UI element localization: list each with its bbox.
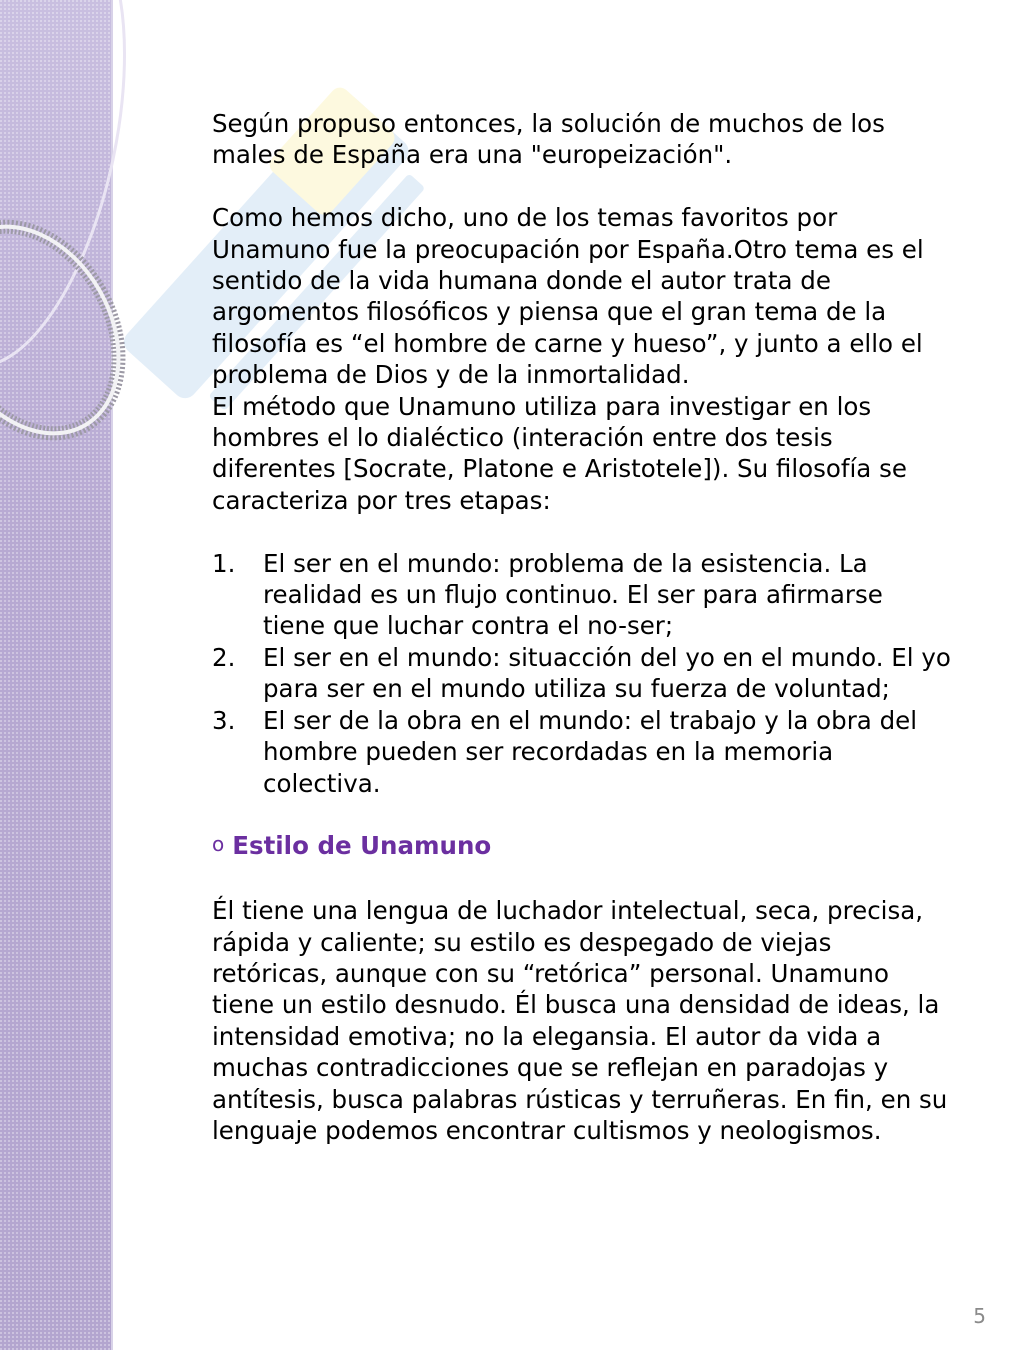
paragraph-spacer [212,516,952,547]
paragraph-spacer [212,864,952,895]
list-item-number: 1. [212,548,236,578]
list-item-text: El ser de la obra en el mundo: el trabajo y la obra del hombre pueden ser recordadas en la memoria colectiva. [263,705,918,798]
intro-paragraph: Según propuso entonces, la solución de muchos de los males de España era una "europeización". [212,109,885,170]
paragraph-spacer [212,171,952,202]
page-number: 5 [973,1304,986,1328]
list-item-text: El ser en el mundo: problema de la esistencia. La realidad es un flujo continuo. El ser para afirmarse tiene que luchar contra el no-ser; [263,548,883,641]
list-item [212,705,952,799]
list-item-text: El ser en el mundo: situacción del yo en el mundo. El yo para ser en el mundo utiliza su fuerza de voluntad; [263,642,951,704]
list-item-number: 2. [212,642,236,672]
stages-list [212,548,952,799]
section-heading-title: Estilo de Unamuno [232,831,492,861]
list-item [212,642,952,705]
decorative-sidebar [0,0,113,1350]
circle-bullet-icon: o [212,832,225,857]
themes-paragraph: Como hemos dicho, uno de los temas favoritos por Unamuno fue la preocupación por España.Otro tema es el sentido de la vida humana donde el autor trata de argomentos filosóficos y piensa que el gran tema de la filosofía es “el hombre de carne y hueso”, y junto a ello el problema de Dios y de la inmortalidad. [212,203,924,390]
paragraph-spacer [212,799,952,830]
section-heading [212,830,952,863]
method-paragraph: El método que Unamuno utiliza para investigar en los hombres el lo dialéctico (interación entre dos tesis diferentes [Socrate, Platone e Aristotele]). Su filosofía se caracteriza por tres etapas: [212,391,907,515]
list-item [212,548,952,642]
page-content [212,108,952,1146]
list-item-number: 3. [212,705,236,735]
style-paragraph: Él tiene una lengua de luchador intelectual, seca, precisa, rápida y caliente; su estilo es despegado de viejas retóricas, aunque con su “retórica” personal. Unamuno tiene un estilo desnudo. Él busca una densidad de ideas, la intensidad emotiva; no la elegansia. El autor da vida a muchas contradicciones que se reflejan en paradojas y antítesis, busca palabras rústicas y terruñeras. En fin, en su lenguaje podemos encontrar cultismos y neologismos. [212,896,948,1145]
